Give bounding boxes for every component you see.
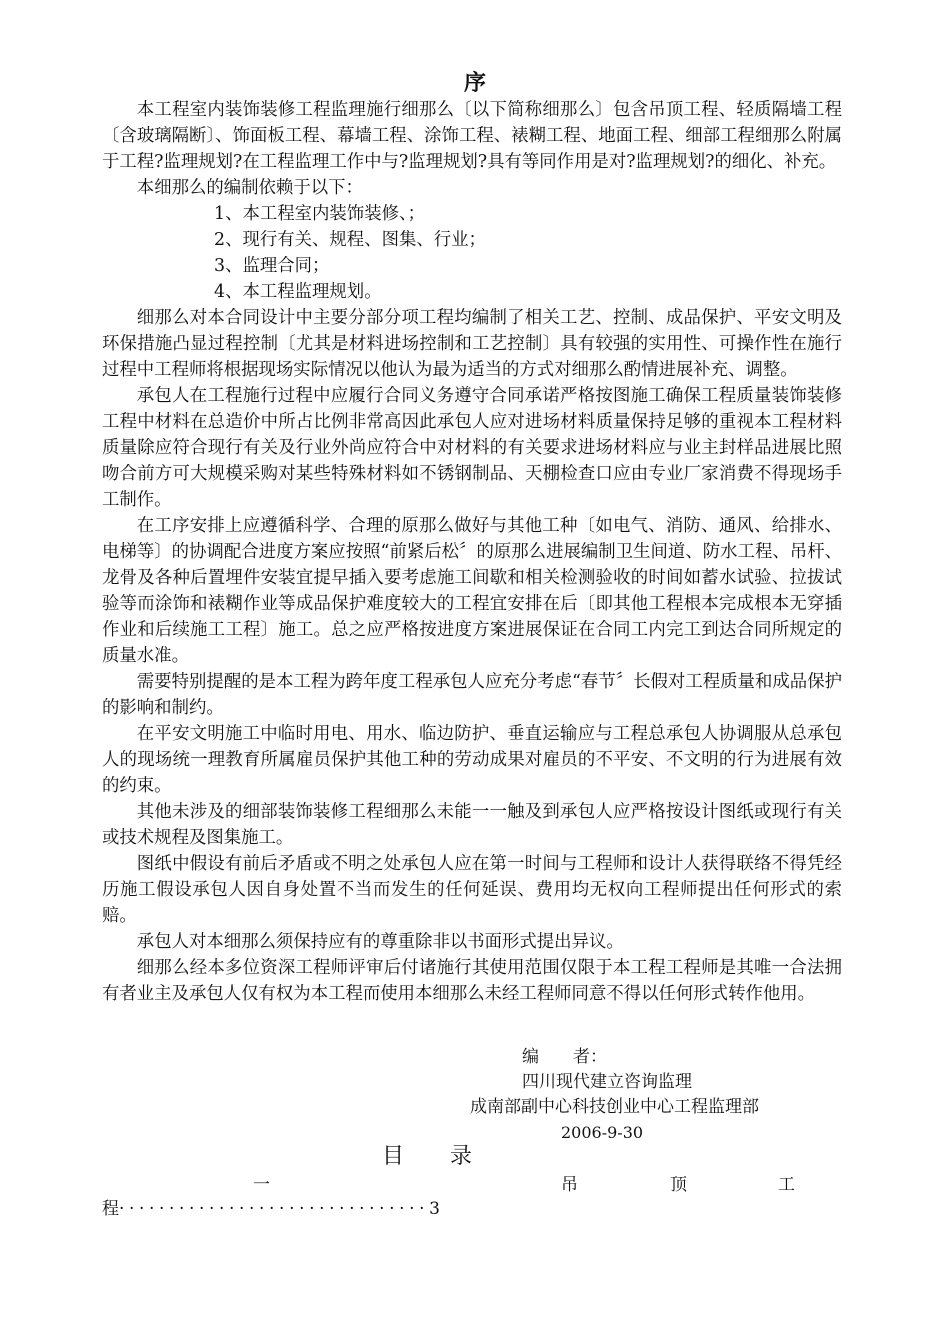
paragraph: 细那么经本多位资深工程师评审后付诸施行其使用范围仅限于本工程工程师是其唯一合法拥有者业主及承包人仅有权为本工程而使用本细那么未经工程师同意不得以任何形式转作他用。 (102, 958, 842, 1004)
editor-label: 编 者： (522, 1047, 607, 1067)
paragraph: 细那么对本合同设计中主要分部分项工程均编制了相关工艺、控制、成品保护、平安文明及环保措施凸显过程控制〔尤其是材料进场控制和工艺控制〕具有较强的实用性、可操作性在施行过程中工程师将根据现场实际情况以他认为最为适当的方式对细那么酌情进展补充、调整。 (102, 308, 842, 380)
paragraph: 其他未涉及的细部装饰装修工程细那么未能一一触及到承包人应严格按设计图纸或现行有关或技术规程及图集施工。 (102, 802, 842, 848)
paragraph: 本工程室内装饰装修工程监理施行细那么〔以下简称细那么〕包含吊顶工程、轻质隔墙工程〔含玻璃隔断〕、饰面板工程、幕墙工程、涂饰工程、裱糊工程、地面工程、细部工程细那么附属于工程?监理规划?在工程监理工作中与?监理规划?具有等同作用是对?监理规划?的细化、补充。 (102, 100, 842, 172)
toc-entry-char: 程 (102, 1199, 119, 1219)
toc-entry-char: 顶 (670, 1175, 687, 1195)
paragraph: 需要特别提醒的是本工程为跨年度工程承包人应充分考虑“春节〞长假对工程质量和成品保护的影响和制约。 (102, 672, 842, 718)
paragraph: 图纸中假设有前后矛盾或不明之处承包人应在第一时间与工程师和设计人获得联络不得凭经历施工假设承包人因自身处置不当而发生的任何延误、费用均无权向工程师提出任何形式的索赔。 (102, 854, 842, 926)
toc-leader-dots: ······························· (119, 1199, 430, 1219)
toc-entry-char: 工 (778, 1175, 795, 1195)
list-item: 4、本工程监理规划。 (214, 282, 382, 302)
paragraph: 承包人在工程施行过程中应履行合同义务遵守合同承诺严格按图施工确保工程质量装饰装修工程中材料在总造价中所占比例非常高因此承包人应对进场材料质量保持足够的重视本工程材料质量除应符合现行有关及行业外尚应符合中对材料的有关要求进场材料应与业主封样品进展比照吻合前方可大规模采购对某些特殊材料如不锈钢制品、天棚检查口应由专业厂家消费不得现场手工制作。 (102, 386, 842, 510)
toc-page-number: 3 (429, 1199, 440, 1219)
paragraph: 在平安文明施工中临时用电、用水、临边防护、垂直运输应与工程总承包人协调服从总承包人的现场统一理教育所属雇员保护其他工种的劳动成果对雇员的不平安、不文明的行为进展有效的约束。 (102, 724, 842, 796)
paragraph: 承包人对本细那么须保持应有的尊重除非以书面形式提出异议。 (136, 932, 624, 952)
page-title: 序 (463, 70, 486, 96)
toc-entry-line[interactable] (102, 1196, 440, 1222)
toc-title: 目录 (381, 1144, 518, 1169)
list-item: 3、监理合同； (214, 256, 330, 276)
list-item: 2、现行有关、规程、图集、行业； (214, 230, 486, 250)
signature-date: 2006-9-30 (561, 1123, 644, 1142)
toc-entry-char: 吊 (561, 1175, 578, 1195)
organization-name: 四川现代建立咨询监理 (522, 1072, 692, 1092)
toc-entry-number: 一 (253, 1175, 270, 1195)
paragraph: 本细那么的编制依赖于以下： (136, 178, 363, 198)
preface-body (102, 97, 842, 1007)
paragraph: 在工序安排上应遵循科学、合理的原那么做好与其他工种〔如电气、消防、通风、给排水、电梯等〕的协调配合进度方案应按照“前紧后松〞的原那么进展编制卫生间道、防水工程、吊杆、龙骨及各种后置埋件安装宜提早插入要考虑施工间歇和相关检测验收的时间如蓄水试验、拉拔试验等而涂饰和裱糊作业等成品保护难度较大的工程宜安排在后〔即其他工程根本完成根本无穿插作业和后续施工工程〕施工。总之应严格按进度方案进展保证在合同工内完工到达合同所规定的质量水准。 (102, 516, 842, 666)
department-name: 成南部副中心科技创业中心工程监理部 (470, 1097, 759, 1117)
list-item: 1、本工程室内装饰装修、； (214, 204, 426, 224)
